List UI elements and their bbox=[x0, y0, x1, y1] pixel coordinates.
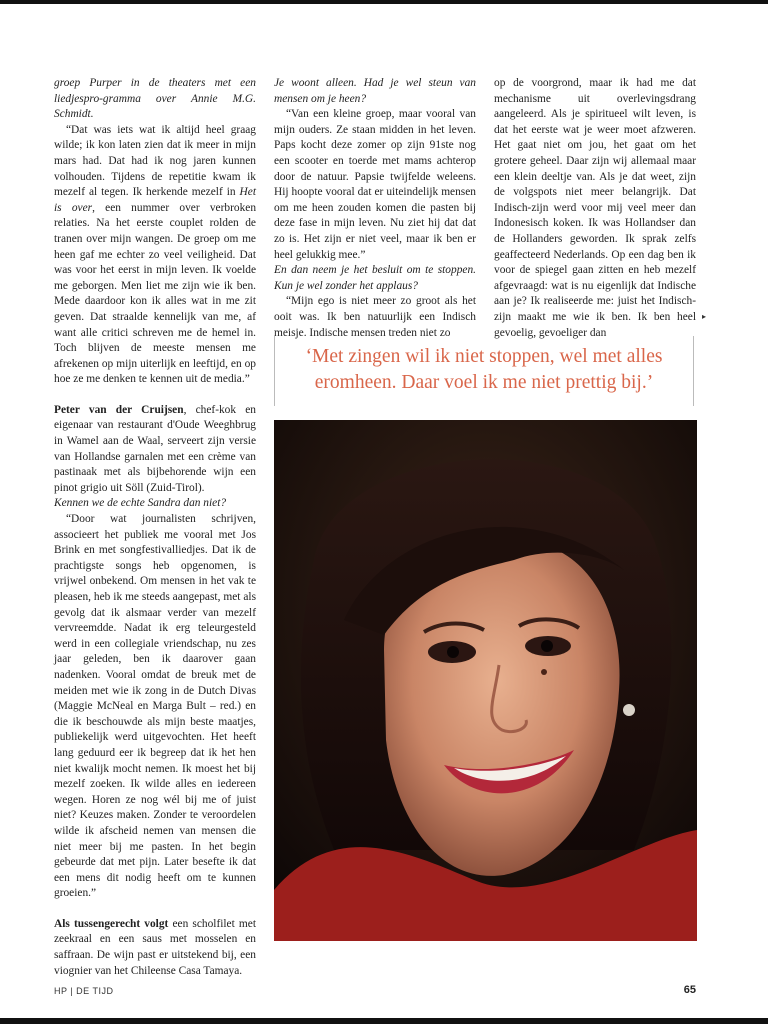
interview-question-3: En dan neem je het besluit om te stoppen. Kun je wel zonder het applaus? bbox=[274, 264, 476, 292]
paragraph-answer-2-cont: op de voorgrond, maar ik had me dat mechanisme uit overlevingsdrang aangeleerd. Als je spiritueel wilt leven, is dat het eerste wat je weer moet afzweren. Het gaat niet om jou, het gaat om het grotere geheel. Daar zijn wij allemaal maar een klein deeltje van. Als je dat weet, zijn de volgspots niet meer belangrijk. Dat Indisch-zijn werd voor mij veel meer dan Indonesisch koken. Ik was Hollandser dan de Hollanders geworden. Ik sprak zelfs geaffecteerd Nederlands. Op een dag ben ik voor de spiegel gaan zitten en heb mezelf afgevraagd: wat is nu eigenlijk dat Indische aan je? Ik realiseerde me: juist het Indisch-zijn maakt me wie ik ben. Ik ben heel gevoelig, gevoeliger dan bbox=[494, 77, 696, 339]
text-column-2 bbox=[274, 76, 476, 341]
text-column-1 bbox=[54, 76, 256, 979]
portrait-photo bbox=[274, 420, 697, 941]
pull-quote-line-1: ‘Met zingen wil ik niet stoppen, wel met alles bbox=[305, 346, 663, 367]
paragraph-opening: groep Purper in de theaters met een liedjespro-gramma over Annie M.G. Schmidt. bbox=[54, 77, 256, 121]
song-title: Het is over bbox=[54, 186, 256, 214]
top-border bbox=[0, 0, 768, 4]
paragraph-chef: Peter van der Cruijsen, chef-kok en eigenaar van restaurant d'Oude Weeghbrug in Wamel aan de Waal, serveert zijn versie van Hollandse garnalen met een crème van pastinaak met als bijbehorende wijn een pinot grigio uit Söll (Zuid-Tirol). bbox=[54, 403, 256, 494]
course-label: Als tussengerecht volgt bbox=[54, 917, 169, 930]
interview-question-1: Je woont alleen. Had je wel steun van mensen om je heen? bbox=[274, 77, 476, 105]
footer-magazine-name: HP | DE TIJD bbox=[54, 986, 114, 996]
pull-quote-line-2: eromheen. Daar voel ik me niet prettig bij.’ bbox=[314, 372, 654, 393]
chef-name: Peter van der Cruijsen bbox=[54, 403, 184, 416]
text-column-3 bbox=[494, 76, 696, 341]
interview-question-2: Kennen we de echte Sandra dan niet? bbox=[54, 497, 227, 510]
paragraph-quote-2: “Door wat journalisten schrijven, associeert het publiek me vooral met Jos Brink en met songfestivalliedjes. Dat ik de prachtigste songs heb opgenomen, is vrijwel onbekend. Om mensen in het vak te pleasen, heb ik me steeds aangepast, met als gevolg dat ik alsmaar verder van mezelf vervreemdde. Nadat ik erg teleurgesteld werd in een collegiale vriendschap, nu zes jaar geleden, ben ik daarover gaan nadenken. Vooral omdat de breuk met de meiden met wie ik zong in de Dutch Divas (Maggie McNeal en Marga Bult – red.) en die ik beschouwde als mijn beste maatjes, publiekelijk werd uitgevochten. Het heeft lang geduurd eer ik begreep dat ik het hen niet kwalijk mocht nemen. Ik moest het bij mezelf zoeken. Ik wilde alles en iedereen wegen. Horen ze nog wél bij me of juist niet? Keuzes maken. Zonder te veroordelen wilde ik afscheid nemen van mensen die niet meer bij me pasten. In het begin gebeurde dat met pijn. Later besefte ik dat een mens dit nodig heeft om te kunnen groeien.” bbox=[54, 513, 256, 900]
continue-arrow-icon: ▸ bbox=[702, 312, 707, 321]
page-number: 65 bbox=[683, 984, 696, 996]
portrait-illustration bbox=[274, 420, 697, 941]
pull-quote bbox=[274, 336, 694, 406]
paragraph-answer-2: “Mijn ego is niet meer zo groot als het ooit was. Ik ben natuurlijk een Indisch meisje. Indische mensen treden niet zo bbox=[274, 295, 476, 339]
paragraph-answer-1: “Van een kleine groep, maar vooral van mijn ouders. Ze staan midden in het leven. Paps kocht deze zomer op zijn 91ste nog een scooter en toerde met mams achterop door de natuur. Papsie twijfelde weleens. Hij hoopte vooral dat er uiteindelijk mensen om me heen zouden komen die pasten bij deze fase in mijn leven. Nu ziet hij dat dat zo is. Het zijn er niet veel, maar ik ben er heel gelukkig mee.” bbox=[274, 108, 476, 261]
bottom-border bbox=[0, 1018, 768, 1024]
paragraph-course: Als tussengerecht volgt een scholfilet met zeekraal en een saus met mosselen en saffraan. De wijn past er uitstekend bij, een viognier van het Chileense Casa Tamaya. bbox=[54, 917, 256, 977]
paragraph-quote-1: “Dat was iets wat ik altijd heel graag wilde; ik kon laten zien dat ik meer in mijn mars had. Dat had ik nog jaren kunnen volhouden. Tijdens de repetitie kwam ik mezelf al tegen. Ik herkende mezelf in Het is over, een nummer over verbroken relaties. Na het eerste couplet rolden de tranen over mijn wangen. De groep om me heen gaf me echter zo veel veiligheid. Dat was voor het eerst in mijn leven. Ik voelde me geborgen. Men liet me zijn wie ik ben. Mede daardoor kon ik alles wat in me zit geven. Dat straalde kennelijk van me, af want alle critici schreven me de hemel in. Toch blijven de meeste mensen me afrekenen op mijn uiterlijk en leeftijd, en op hoe ze me denken te kennen uit de media.” bbox=[54, 123, 257, 386]
